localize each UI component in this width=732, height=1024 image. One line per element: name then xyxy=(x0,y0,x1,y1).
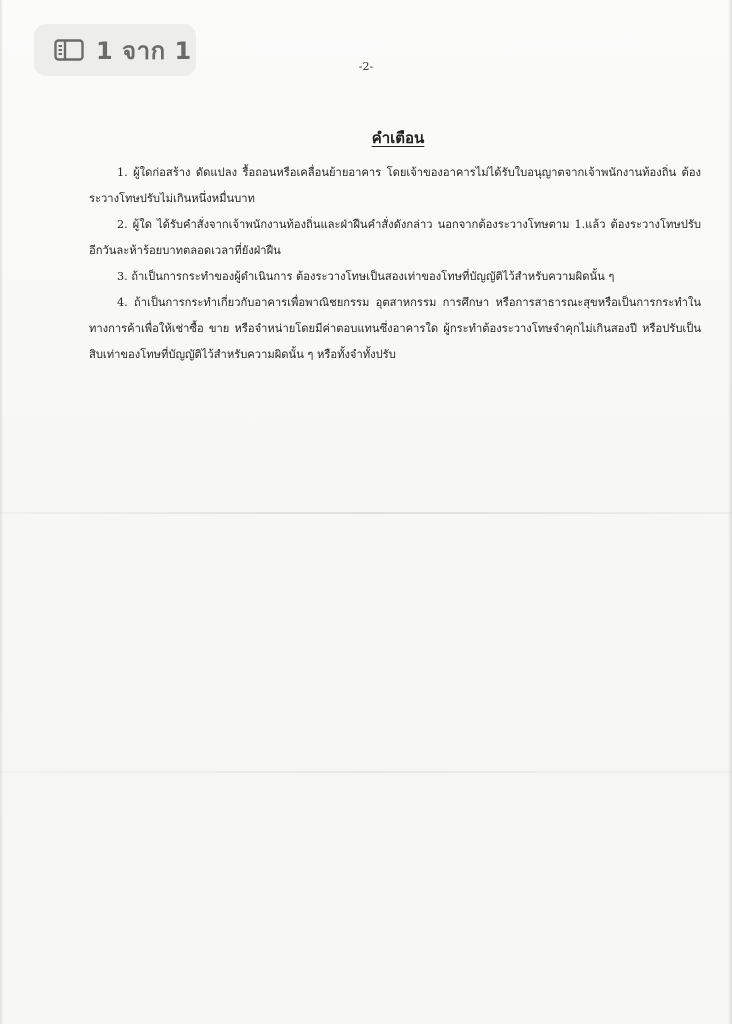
paper-fold-line xyxy=(0,512,732,514)
paragraph-1: 1. ผู้ใดก่อสร้าง ดัดแปลง รื้อถอนหรือเคลื่อนย้ายอาคาร โดยเจ้าของอาคารไม่ได้รับใบอนุญาตจากเจ้าพนักงานท้องถิ่น ต้องระวางโทษปรับไม่เกินหนึ่งหมื่นบาท xyxy=(89,166,701,205)
paper-fold-line xyxy=(0,771,732,773)
paragraph-4: 4. ถ้าเป็นการกระทำเกี่ยวกับอาคารเพื่อพาณิชยกรรม อุตสาหกรรม การศึกษา หรือการสาธารณะสุขหรือเป็นการกระทำในทางการค้าเพื่อให้เช่าซื้อ ขาย หรือจำหน่ายโดยมีค่าตอบแทนซึ่งอาคารใด ผู้กระทำต้องระวางโทษจำคุกไม่เกินสองปี หรือปรับเป็นสิบเท่าของโทษที่บัญญัติไว้สำหรับความผิดนั้น ๆ หรือทั้งจำทั้งปรับ xyxy=(89,296,701,361)
page-indicator-label: 1 จาก 1 xyxy=(96,36,192,65)
sidebar-icon xyxy=(54,39,84,61)
document-heading: คำเตือน xyxy=(371,129,425,147)
document-body xyxy=(89,160,701,368)
paragraph-2: 2. ผู้ใด ได้รับคำสั่งจากเจ้าพนักงานท้องถิ่นและฝ่าฝืนคำสั่งดังกล่าว นอกจากต้องระวางโทษตาม 1.แล้ว ต้องระวางโทษปรับอีกวันละห้าร้อยบาทตลอดเวลาที่ยังฝ่าฝืน xyxy=(89,218,701,257)
page-indicator-button[interactable] xyxy=(34,24,196,76)
paragraph-3: 3. ถ้าเป็นการกระทำของผู้ดำเนินการ ต้องระวางโทษเป็นสองเท่าของโทษที่บัญญัติไว้สำหรับความผิดนั้น ๆ xyxy=(117,270,615,283)
page-number: -2- xyxy=(358,60,374,73)
